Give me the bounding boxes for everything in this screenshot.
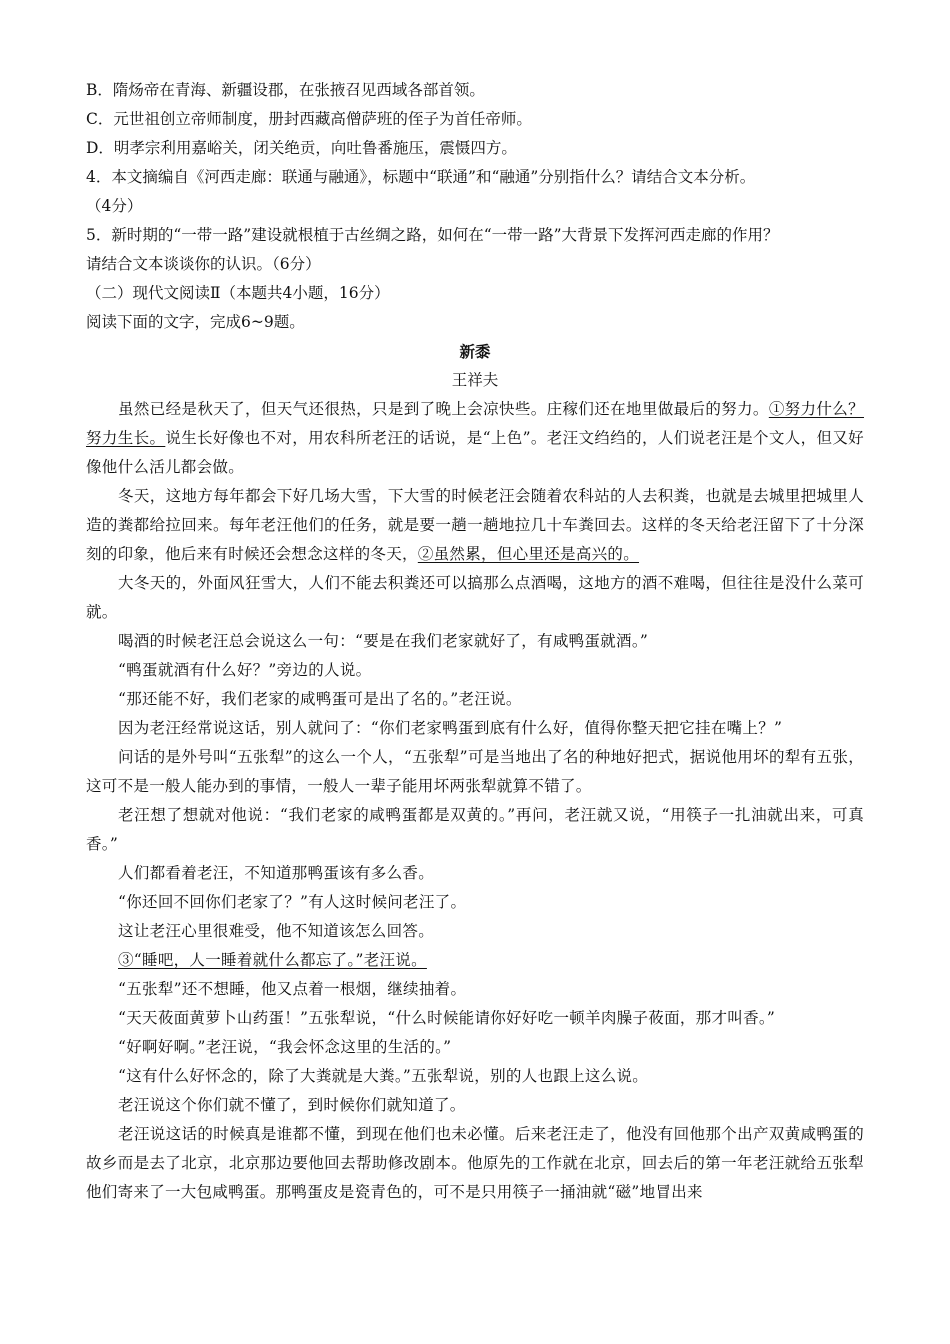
story-paragraph-9: 老汪想了想就对他说：“我们老家的咸鸭蛋都是双黄的。”再问，老汪就又说，“用筷子一扎油就出来，可真香。” <box>86 806 864 853</box>
question-4-score: （4分） <box>86 197 143 215</box>
story-author: 王祥夫 <box>451 371 499 389</box>
story-paragraph-3: 大冬天的，外面风狂雪大，人们不能去积粪还可以搞那么点酒喝，这地方的酒不难喝，但往往是没什么菜可就。 <box>86 574 864 621</box>
underlined-sentence-3: ③“睡吧，人一睡着就什么都忘了。”老汪说。 <box>118 951 427 969</box>
p1-text-b: 说生长好像也不对，用农科所老汪的话说，是“上色”。老汪文绉绉的，人们说老汪是个文人，但又好像他什么活儿都会做。 <box>86 429 864 476</box>
story-paragraph-6: “那还能不好，我们老家的咸鸭蛋可是出了名的。”老汪说。 <box>118 690 522 708</box>
p2-text: 冬天，这地方每年都会下好几场大雪，下大雪的时候老汪会随着农科站的人去积粪，也就是去城里把城里人造的粪都给拉回来。每年老汪他们的任务，就是要一趟一趟地拉几十车粪回去。这样的冬天给老汪留下了十分深刻的印象，他后来有时候还会想念这样的冬天， <box>86 487 864 563</box>
story-paragraph-17: “这有什么好怀念的，除了大粪就是大粪。”五张犁说，别的人也跟上这么说。 <box>118 1067 649 1085</box>
question-4: 4．本文摘编自《河西走廊：联通与融通》，标题中“联通”和“融通”分别指什么？请结合文本分析。 <box>86 168 756 186</box>
story-paragraph-8: 问话的是外号叫“五张犁”的这么一个人，“五张犁”可是当地出了名的种地好把式，据说他用坏的犁有五张，这可不是一般人能办到的事情，一般人一辈子能用坏两张犁就算不错了。 <box>86 748 864 795</box>
question-3-option-d: D．明孝宗利用嘉峪关，闭关绝贡，向吐鲁番施压，震慑四方。 <box>86 139 517 157</box>
question-3-option-c: C．元世祖创立帝师制度，册封西藏高僧萨班的侄子为首任帝师。 <box>86 110 532 128</box>
story-paragraph-19: 老汪说这话的时候真是谁都不懂，到现在他们也未必懂。后来老汪走了，他没有回他那个出产双黄咸鸭蛋的故乡而是去了北京，北京那边要他回去帮助修改剧本。他原先的工作就在北京，回去后的第一年老汪就给五张犁他们寄来了一大包咸鸭蛋。那鸭蛋皮是瓷青色的，可不是只用筷子一捅油就“磁”地冒出来 <box>86 1125 864 1201</box>
question-5: 5．新时期的“一带一路”建设就根植于古丝绸之路，如何在“一带一路”大背景下发挥河西走廊的作用？ <box>86 226 779 244</box>
story-paragraph-18: 老汪说这个你们就不懂了，到时候你们就知道了。 <box>118 1096 466 1114</box>
document-page <box>86 76 864 1207</box>
p1-text-a: 虽然已经是秋天了，但天气还很热，只是到了晚上会凉快些。庄稼们还在地里做最后的努力。 <box>118 400 769 418</box>
question-5-cont: 请结合文本谈谈你的认识。（6分） <box>86 255 321 273</box>
story-paragraph-14: “五张犁”还不想睡，他又点着一根烟，继续抽着。 <box>118 980 467 998</box>
story-paragraph-16: “好啊好啊。”老汪说，“我会怀念这里的生活的。” <box>118 1038 452 1056</box>
story-paragraph-2 <box>86 482 864 569</box>
story-paragraph-1 <box>86 395 864 482</box>
underlined-sentence-1: ①努力什么？努力生长。 <box>86 400 864 447</box>
section-instruction: 阅读下面的文字，完成6~9题。 <box>86 313 305 331</box>
story-paragraph-11: “你还回不回你们老家了？”有人这时候问老汪了。 <box>118 893 467 911</box>
section-heading: （二）现代文阅读Ⅱ（本题共4小题，16分） <box>86 284 390 302</box>
story-paragraph-15: “天天莜面黄萝卜山药蛋！”五张犁说，“什么时候能请你好好吃一顿羊肉臊子莜面，那才叫香。” <box>118 1009 776 1027</box>
story-paragraph-13 <box>86 946 864 975</box>
story-title: 新黍 <box>459 342 491 361</box>
question-3-option-b: B．隋炀帝在青海、新疆设郡，在张掖召见西域各部首领。 <box>86 81 485 99</box>
underlined-sentence-2: ②虽然累，但心里还是高兴的。 <box>417 545 640 563</box>
story-paragraph-7: 因为老汪经常说这话，别人就问了：“你们老家鸭蛋到底有什么好，值得你整天把它挂在嘴上？” <box>118 719 783 737</box>
story-paragraph-5: “鸭蛋就酒有什么好？”旁边的人说。 <box>118 661 372 679</box>
story-paragraph-10: 人们都看着老汪，不知道那鸭蛋该有多么香。 <box>118 864 435 882</box>
story-paragraph-12: 这让老汪心里很难受，他不知道该怎么回答。 <box>118 922 435 940</box>
story-paragraph-4: 喝酒的时候老汪总会说这么一句：“要是在我们老家就好了，有咸鸭蛋就酒。” <box>118 632 649 650</box>
